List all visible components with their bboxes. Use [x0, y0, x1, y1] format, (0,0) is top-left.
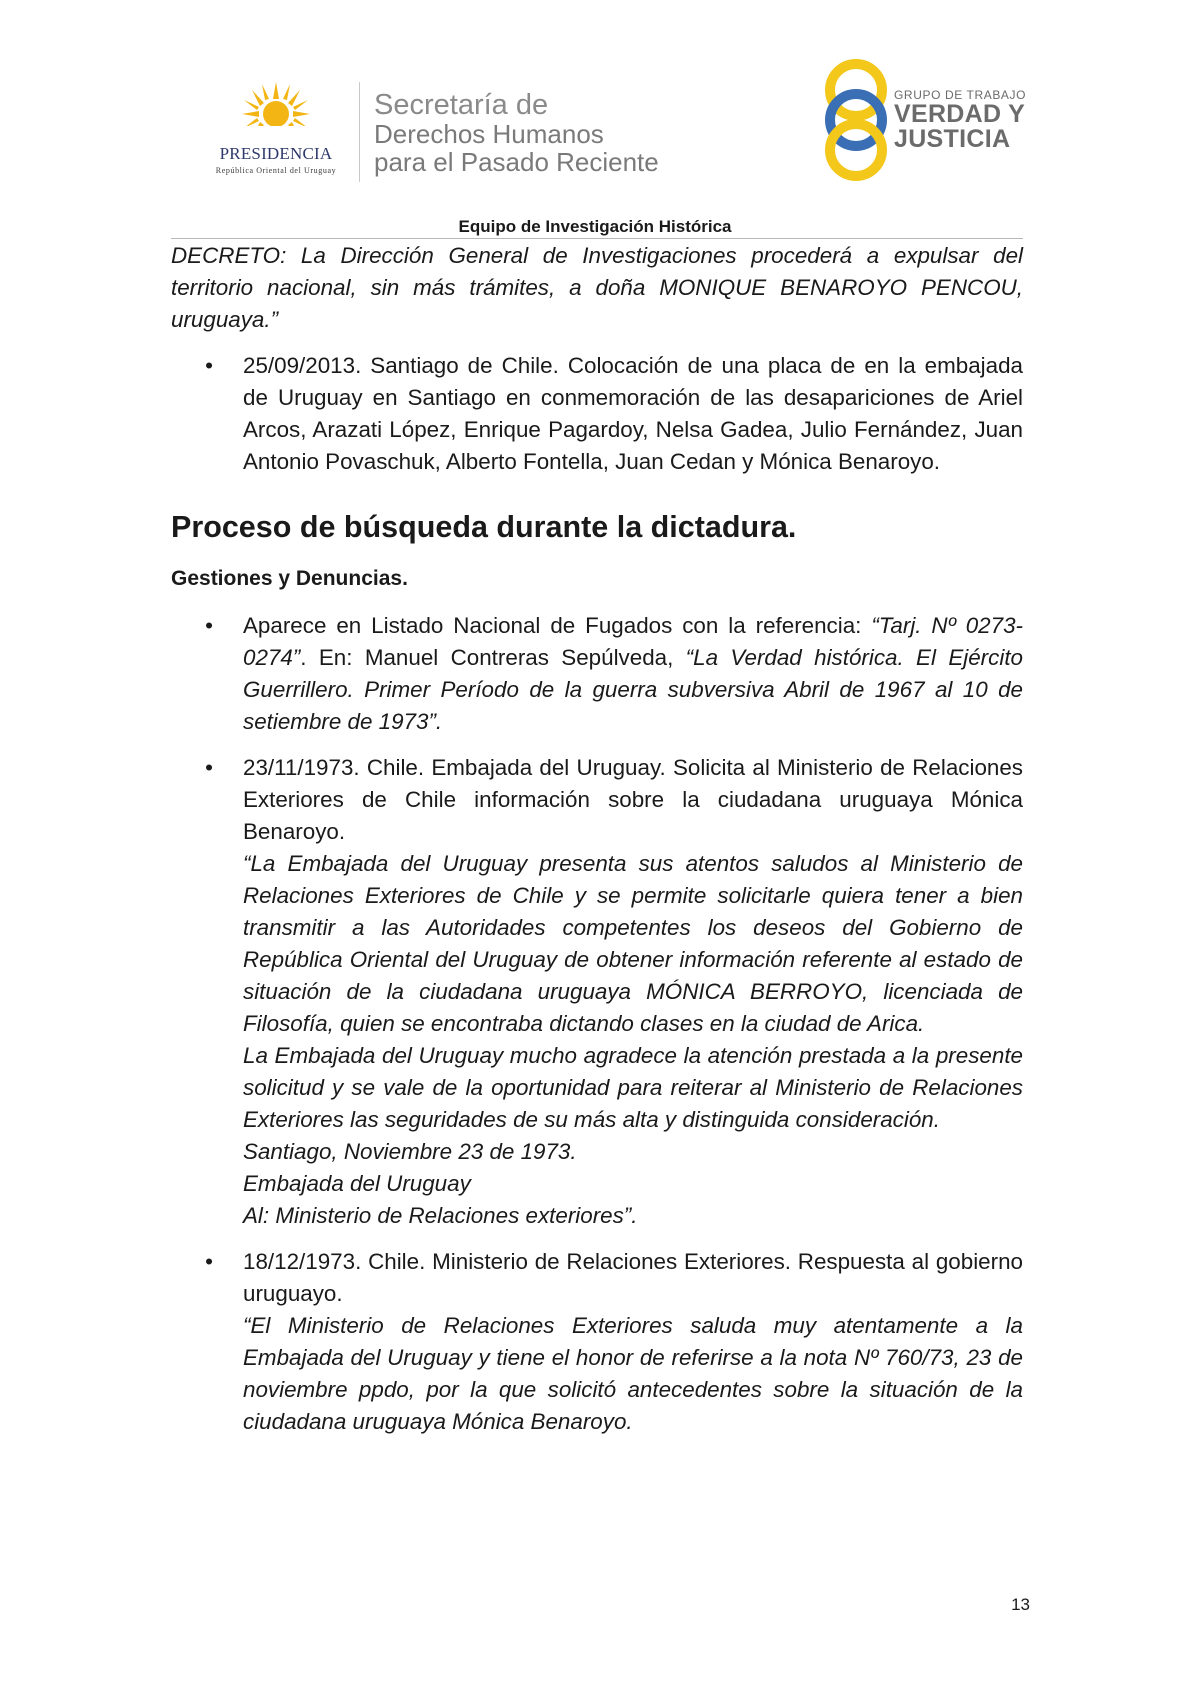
list-item-1973-11	[205, 752, 1023, 1232]
presidencia-name: PRESIDENCIA	[219, 144, 333, 163]
presidencia-logo	[196, 82, 356, 182]
list-item-2013	[205, 350, 1023, 478]
secretaria-line-2: Derechos Humanos	[374, 119, 604, 149]
decreto-quote: DECRETO: La Dirección General de Investigaciones procederá a expulsar del territorio nacional, sin más trámites, a doña MONIQUE BENAROYO PENCOU, uruguaya.”	[171, 243, 1023, 332]
embassy-quote-place-date: Santiago, Noviembre 23 de 1973.	[243, 1139, 577, 1164]
list-item-text: . En: Manuel Contreras Sepúlveda,	[300, 645, 686, 670]
document-body	[171, 240, 1023, 1438]
list-item-text: 23/11/1973. Chile. Embajada del Uruguay. Solicita al Ministerio de Relaciones Exteriores de Chile información sobre la ciudadana uruguaya Mónica Benaroyo.	[243, 755, 1023, 844]
sun-icon	[240, 82, 312, 144]
linked-rings-icon	[818, 56, 898, 182]
list-item-fugados	[205, 610, 1023, 738]
embassy-quote-recipient: Al: Ministerio de Relaciones exteriores”.	[243, 1203, 638, 1228]
embassy-quote-paragraph-2: La Embajada del Uruguay mucho agradece la atención prestada a la presente solicitud y se vale de la oportunidad para reiterar al Ministerio de Relaciones Exteriores las seguridades de su más alta y distinguida consideración.	[243, 1043, 1023, 1132]
header-rule	[171, 238, 1023, 239]
bullet-icon: •	[205, 755, 213, 780]
secretaria-logo-text	[374, 90, 659, 176]
list-item-1973-12	[205, 1246, 1023, 1438]
page-number: 13	[1011, 1595, 1030, 1614]
team-title: Equipo de Investigación Histórica	[458, 217, 732, 236]
justicia-label: JUSTICIA	[894, 125, 1011, 153]
section-heading: Proceso de búsqueda durante la dictadura.	[171, 510, 797, 544]
list-item-text: 25/09/2013. Santiago de Chile. Colocación de una placa de en la embajada de Uruguay en Santiago en conmemoración de las desapariciones de Ariel Arcos, Arazati López, Enrique Pagardoy, Nelsa Gadea, Julio Fernández, Juan Antonio Povaschuk, Alberto Fontella, Juan Cedan y Mónica Benaroyo.	[243, 353, 1023, 474]
reference-quote: “Tarj. Nº 0273-0274”	[243, 613, 1023, 670]
sub-heading: Gestiones y Denuncias.	[171, 567, 408, 590]
bullet-icon: •	[205, 1249, 213, 1274]
verdad-label: VERDAD Y	[894, 100, 1026, 128]
secretaria-line-3: para el Pasado Reciente	[374, 147, 659, 177]
bullet-icon: •	[205, 353, 213, 378]
header-divider	[359, 82, 360, 182]
book-title-quote: “La Verdad histórica. El Ejército Guerrillero. Primer Período de la guerra subversiva Abril de 1967 al 10 de setiembre de 1973”.	[243, 645, 1023, 734]
presidencia-subtitle: República Oriental del Uruguay	[215, 166, 337, 175]
list-item-text: 18/12/1973. Chile. Ministerio de Relaciones Exteriores. Respuesta al gobierno uruguayo.	[243, 1249, 1023, 1306]
ministry-quote: “El Ministerio de Relaciones Exteriores saluda muy atentamente a la Embajada del Uruguay y tiene el honor de referirse a la nota Nº 760/73, 23 de noviembre ppdo, por la que solicitó antecedentes sobre la situación de la ciudadana uruguaya Mónica Benaroyo.	[243, 1313, 1023, 1434]
verdad-justicia-logo	[818, 56, 1028, 182]
embassy-quote-paragraph-1: “La Embajada del Uruguay presenta sus atentos saludos al Ministerio de Relaciones Exteriores de Chile y se permite solicitarle quiera tener a bien transmitir a las Autoridades competentes los deseos del Gobierno de República Oriental del Uruguay de obtener información referente al estado de situación de la ciudadana uruguaya MÓNICA BERROYO, licenciada de Filosofía, quien se encontraba dictando clases en la ciudad de Arica.	[243, 851, 1023, 1036]
secretaria-line-1: Secretaría de	[374, 89, 549, 121]
bullet-icon: •	[205, 613, 213, 638]
grupo-trabajo-label: GRUPO DE TRABAJO	[894, 88, 1027, 102]
list-item-text: Aparece en Listado Nacional de Fugados con la referencia:	[243, 613, 872, 638]
embassy-quote-sender: Embajada del Uruguay	[243, 1171, 471, 1196]
